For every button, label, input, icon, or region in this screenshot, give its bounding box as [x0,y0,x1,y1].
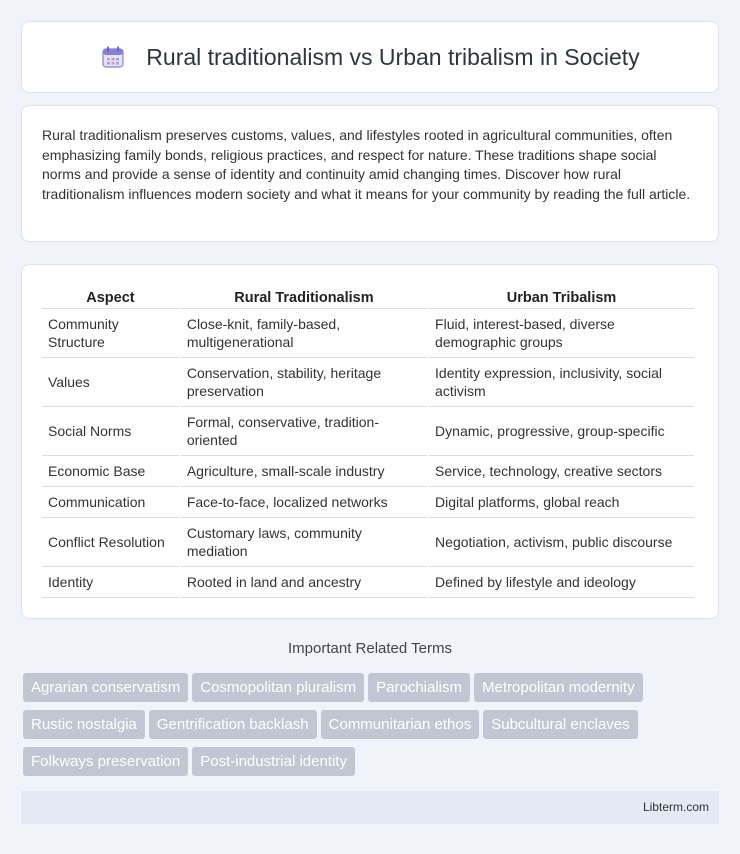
table-row [42,567,694,598]
intro-card [21,105,719,242]
cell-rural: Face-to-face, localized networks [181,487,427,518]
cell-aspect: Identity [42,567,179,598]
cell-aspect: Communication [42,487,179,518]
table-row [42,309,694,358]
cell-urban: Digital platforms, global reach [429,487,694,518]
cell-rural: Formal, conservative, tradition-oriented [181,407,427,456]
related-term-tag[interactable]: Folkways preservation [23,747,188,776]
cell-rural: Rooted in land and ancestry [181,567,427,598]
related-term-tag[interactable]: Communitarian ethos [321,710,480,739]
table-row [42,518,694,567]
related-term-tag[interactable]: Parochialism [368,673,470,702]
table-row [42,407,694,456]
intro-text: Rural traditionalism preserves customs, values, and lifestyles rooted in agricultural communities, often emphasizing family bonds, religious practices, and respect for nature. These traditions shape social norms and provide a sense of identity and continuity amid changing times. Discover how rural traditionalism influences modern society and what it means for your community by reading the full article. [42,127,691,202]
header-urban: Urban Tribalism [429,287,694,309]
cell-rural: Agriculture, small-scale industry [181,456,427,487]
cell-urban: Service, technology, creative sectors [429,456,694,487]
cell-urban: Dynamic, progressive, group-specific [429,407,694,456]
cell-urban: Fluid, interest-based, diverse demographic groups [429,309,694,358]
calendar-icon [100,44,126,70]
related-term-tag[interactable]: Rustic nostalgia [23,710,145,739]
related-term-tag[interactable]: Metropolitan modernity [474,673,643,702]
cell-aspect: Economic Base [42,456,179,487]
related-term-tag[interactable]: Cosmopolitan pluralism [192,673,364,702]
footer-site-link[interactable]: Libterm.com [642,800,709,814]
cell-urban: Identity expression, inclusivity, social activism [429,358,694,407]
table-header-row [42,287,694,309]
related-term-tag[interactable]: Subcultural enclaves [483,710,637,739]
cell-aspect: Social Norms [42,407,179,456]
related-term-tag[interactable]: Agrarian conservatism [23,673,188,702]
cell-rural: Close-knit, family-based, multigenerational [181,309,427,358]
table-row [42,456,694,487]
comparison-table [40,287,696,598]
header-aspect: Aspect [42,287,179,309]
cell-urban: Defined by lifestyle and ideology [429,567,694,598]
title-card [21,21,719,93]
cell-aspect: Values [42,358,179,407]
related-term-tag[interactable]: Gentrification backlash [149,710,317,739]
cell-rural: Customary laws, community mediation [181,518,427,567]
page-title: Rural traditionalism vs Urban tribalism in Society [146,43,640,70]
cell-rural: Conservation, stability, heritage preservation [181,358,427,407]
header-rural: Rural Traditionalism [181,287,427,309]
table-row [42,487,694,518]
related-terms-title: Important Related Terms [288,640,452,657]
related-term-tag[interactable]: Post-industrial identity [192,747,355,776]
table-row [42,358,694,407]
comparison-table-card [21,264,719,619]
cell-aspect: Community Structure [42,309,179,358]
related-terms-list [23,673,723,784]
cell-urban: Negotiation, activism, public discourse [429,518,694,567]
cell-aspect: Conflict Resolution [42,518,179,567]
footer [21,791,719,824]
